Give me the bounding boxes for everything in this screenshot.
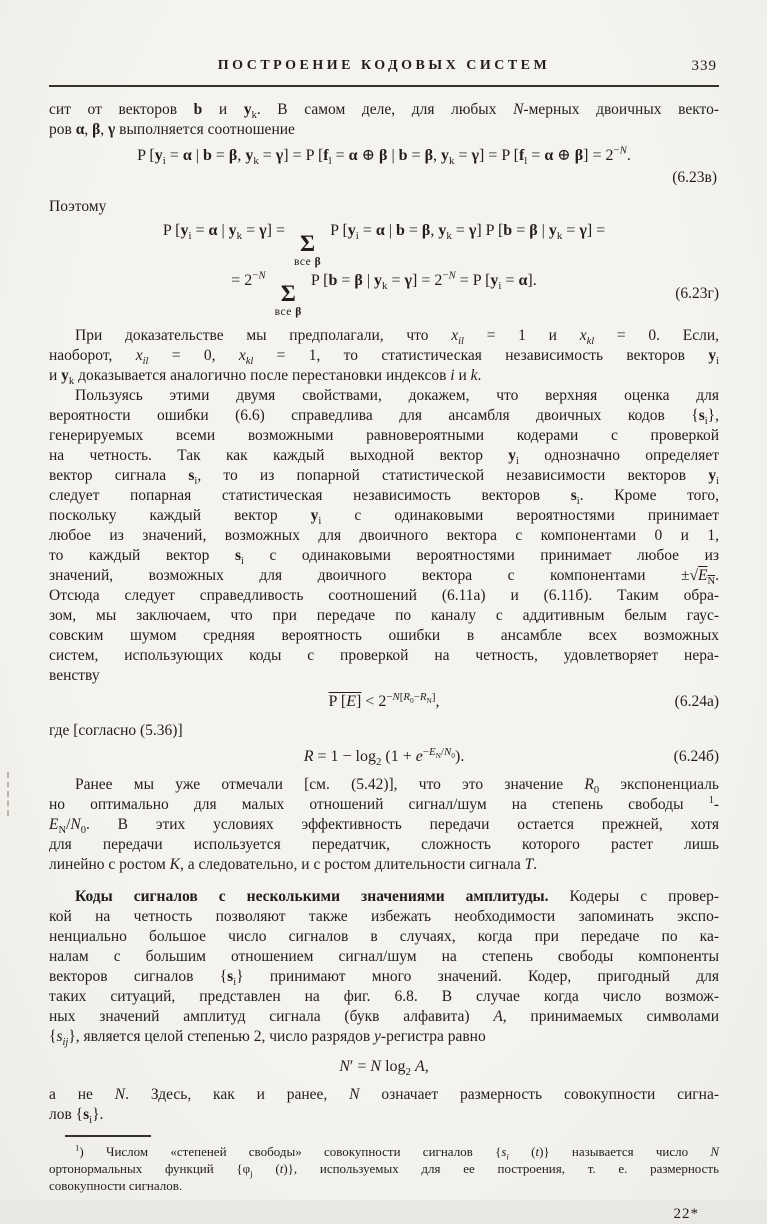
text-line: но оптимально для малых отношений сигнал/шум на степень свободы $^1$-	[49, 794, 719, 813]
text-gde: где [согласно (5.36)]	[49, 722, 183, 739]
page-number: 339	[691, 58, 717, 74]
footnote-rule	[65, 1135, 151, 1137]
page-content	[49, 0, 719, 1224]
text-line: ров α, β, γ выполняется соотношение	[49, 121, 295, 138]
text-line: лов $\{s_i\}$.	[49, 1106, 104, 1127]
text-line: Ранее мы уже отмечали [см. (5.42)], что это значение $R_0$ экспоненциаль	[75, 776, 719, 797]
text-line: налам с большим отношением сигнал/шум на степень свободы компоненты	[49, 948, 719, 965]
page-header	[49, 58, 719, 78]
printer-signature: 22*	[673, 1206, 699, 1222]
text-poetomu: Поэтому	[49, 198, 107, 215]
text-line: Пользуясь этими двумя свойствами, докажем, что верхняя оценка для	[75, 387, 719, 404]
text-line: наоборот, $x_{il} = 0$, $x_{kl} = 1$, то статистическая независимость векторов $y_i$	[49, 347, 719, 368]
text-line: таких ситуаций, представлен на фиг. 6.8. В случае когда число возмож-	[49, 988, 719, 1005]
text-line: генерируемых всеми возможными равновероятными кодерами с проверкой	[49, 427, 719, 444]
equation-body: P $[E] < 2^{-N[R_0-R_N]}$,	[328, 690, 440, 710]
text-line: кой на четность позволяют также избежать необходимости запоминать экспо-	[49, 908, 719, 925]
text-line: При доказательстве мы предполагали, что $x_{il} = 1$ и $x_{kl} = 0$. Если,	[75, 327, 720, 348]
text-line: Отсюда следует справедливость соотношений (6.11а) и (6.11б). Таким обра-	[49, 587, 719, 604]
text-line: совским шумом средняя вероятность ошибки в ансамбле всех возможных	[49, 627, 719, 644]
text-line: следует попарная статистическая независимость векторов $s_i$. Кроме того,	[49, 487, 720, 508]
paragraph-proof-note	[49, 326, 719, 386]
text-line: Коды сигналов с несколькими значениями амплитуды. Кодеры с провер-	[75, 888, 719, 905]
text-line: систем, использующих коды с проверкой на четность, удовлетворяет нера-	[49, 647, 719, 664]
scan-artifact-mark	[7, 772, 9, 816]
text-line: совокупности сигналов.	[49, 1178, 183, 1193]
text-line: ортонормальных функций {$\varphi_j$ (t)}, используемых для ее построения, т. е. размерность	[49, 1161, 719, 1179]
text-line: венству	[49, 667, 100, 684]
footnote	[49, 1143, 719, 1194]
text-line: и $y_k$ доказывается аналогично после перестановки индексов i и k.	[49, 367, 482, 388]
paragraph-ranee	[49, 775, 719, 875]
equation-6-23v: P [$y_i = \alpha$ | b = β, $y_k = \gamma] = P$ [$f_l = \alpha$ ⊕ β | b = β, $y_k = \gamma] = P$ [$f_l = \alpha$ ⊕ $\beta] = 2^{-N}$.	[137, 144, 631, 168]
header-rule	[49, 85, 719, 87]
text-line: поскольку каждый вектор $y_i$ с одинаковыми вероятностями принимает	[49, 507, 719, 528]
text-line: векторов сигналов $\{s_i\}$ принимают много значений. Кодер, пригодный для	[49, 968, 719, 989]
text-line: любое из значений, возможных для двоичного вектора с компонентами 0 и 1,	[49, 527, 719, 544]
equation-n-prime: N′ = N $\log_2 A$,	[339, 1058, 429, 1079]
equation-6-24a	[49, 692, 719, 712]
text-line: вероятности ошибки (6.6) справедлива для ансамбля двоичных кодов $\{s_i\}$,	[49, 407, 719, 428]
text-line: ненциально большое число сигналов в случаях, когда при передаче по ка-	[49, 928, 719, 945]
equation-body: = $2^{-N}$ Σ все β P [b = β | $y_k = \gamma] = 2^{-N} = P$ $[y_i = \alpha]$.	[231, 269, 537, 318]
paragraph-amplitude-codes	[49, 887, 719, 1047]
running-head: ПОСТРОЕНИЕ КОДОВЫХ СИСТЕМ	[217, 58, 551, 73]
equation-6-24b	[49, 747, 719, 767]
text-line: вектор сигнала $s_i$, то из попарной статистической независимости векторов $y_i$	[49, 467, 719, 488]
text-line: линейно с ростом K, а следовательно, и с ростом длительности сигнала T.	[49, 856, 538, 873]
text-line: то каждый вектор $s_i$ с одинаковыми вероятностями принимает любое из	[49, 547, 719, 568]
equation-line-2	[49, 271, 719, 319]
equation-number-6-24a: (6.24а)	[674, 693, 719, 710]
text-line: ных значений амплитуд сигнала (букв алфавита) A, принимаемых символами	[49, 1008, 719, 1025]
text-line: а не N. Здесь, как и ранее, N означает размерность совокупности сигна-	[49, 1086, 719, 1103]
equation-number-6-23g: (6.23г)	[675, 285, 719, 303]
equation-body: $R = 1 - \log_2 (1 + e^{-E_N/N_0})$.	[303, 745, 465, 769]
equation-number-6-23v: (6.23в)	[672, 169, 717, 186]
text-line: $E_N/N_0$. В этих условиях эффективность передачи остается прежней, хотя	[49, 816, 719, 837]
equation-6-23g	[49, 221, 719, 318]
paragraph-a-ne-n	[49, 1085, 719, 1125]
paragraph-properties	[49, 386, 719, 686]
text-line: сит от векторов b и $y_k$. В самом деле, для любых N-мерных двоичных векто-	[49, 101, 720, 122]
text-line: $^1$) Числом «степеней свободы» совокупности сигналов {$s_i$ (t)} называется число N	[75, 1142, 720, 1162]
equation-number-6-24b: (6.24б)	[673, 748, 719, 765]
body-text	[49, 100, 719, 1224]
text-line: зом, мы заключаем, что при передаче по каналу с аддитивным белым гаус-	[49, 607, 719, 624]
text-line: $\{s_{ij}\}$, является целой степенью 2, число разрядов y-регистра равно	[49, 1028, 486, 1049]
text-line: значений, возможных для двоичного вектора с компонентами $\pm√E_N$.	[49, 567, 719, 588]
text-line: на четность. Так как каждый выходной вектор $y_i$ однозначно определяет	[49, 447, 719, 468]
text-line: для передачи используется передатчик, сложность которого растет лишь	[49, 836, 719, 853]
equation-line-1: P [$y_i = \alpha$ | $y_k = \gamma$] = Σ все β P [$y_i = \alpha$ | b = β, $y_k = \gamma$] P [b = β | $y_k = \gamma$] =	[162, 222, 606, 268]
paragraph-continuation	[49, 100, 719, 140]
